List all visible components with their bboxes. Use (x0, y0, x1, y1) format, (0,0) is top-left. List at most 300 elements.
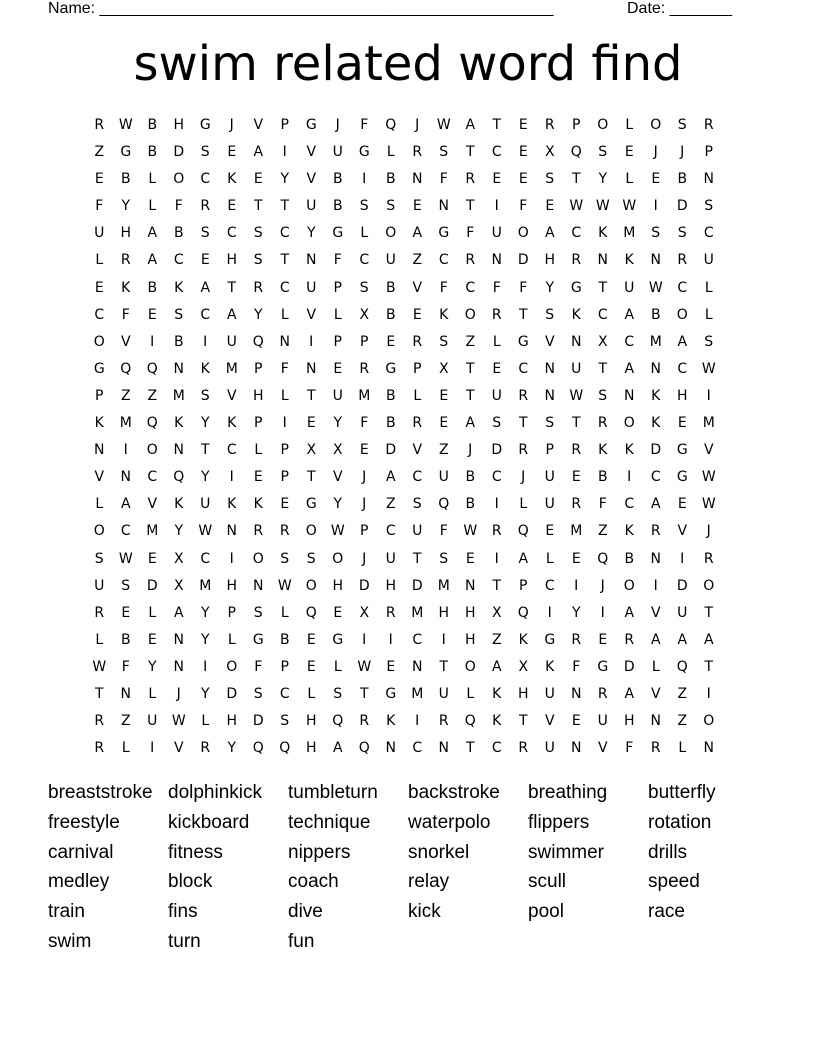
grid-letter: N (571, 333, 582, 350)
grid-letter: R (650, 523, 661, 540)
grid-letter: N (412, 658, 423, 675)
grid-letter: U (226, 333, 237, 350)
grid-letter: K (121, 279, 131, 296)
grid-letter: R (650, 740, 661, 757)
grid-letter: E (386, 333, 396, 350)
grid-letter: E (333, 604, 343, 621)
grid-letter: Q (385, 117, 397, 133)
word-list-item: breathing (528, 782, 608, 803)
grid-letter: X (544, 144, 555, 161)
grid-letter: T (704, 658, 714, 675)
grid-letter: W (701, 360, 716, 377)
grid-letter: I (653, 198, 658, 215)
grid-letter: E (412, 198, 422, 215)
grid-letter: L (651, 658, 660, 675)
grid-letter: M (172, 387, 185, 404)
grid-letter: C (200, 171, 211, 188)
grid-letter: T (439, 658, 449, 675)
grid-letter: V (544, 713, 555, 730)
grid-letter: D (650, 442, 662, 459)
grid-letter: O (146, 442, 158, 459)
grid-letter: A (147, 225, 158, 242)
grid-letter: A (677, 631, 688, 648)
grid-letter: K (227, 496, 237, 513)
grid-letter: U (624, 279, 635, 296)
grid-letter: E (677, 415, 687, 432)
grid-letter: E (651, 171, 661, 188)
grid-letter: I (309, 333, 314, 350)
word-list-item: scull (528, 871, 567, 893)
grid-letter: H (676, 387, 688, 404)
grid-letter: I (203, 658, 208, 675)
word-list-item: freestyle (48, 811, 120, 833)
grid-letter: B (677, 171, 688, 188)
grid-letter: Y (545, 279, 555, 296)
grid-letter: O (703, 577, 715, 594)
grid-letter: P (280, 658, 289, 675)
word-list-item: dive (288, 901, 323, 923)
grid-letter: E (465, 550, 475, 567)
grid-letter: R (200, 740, 211, 757)
grid-letter: E (439, 387, 449, 404)
grid-letter: S (439, 550, 449, 567)
grid-letter: S (439, 333, 449, 350)
grid-letter: D (385, 442, 397, 459)
grid-letter: X (173, 577, 184, 594)
grid-letter: S (412, 496, 422, 513)
grid-letter: M (649, 333, 662, 350)
grid-letter: A (624, 685, 635, 702)
grid-letter: M (411, 685, 424, 702)
grid-letter: K (598, 225, 608, 242)
grid-letter: S (174, 306, 184, 323)
grid-letter: W (569, 387, 584, 404)
grid-letter: U (332, 144, 343, 161)
grid-letter: N (650, 252, 661, 269)
grid-letter: T (492, 577, 502, 594)
word-list-item: technique (288, 811, 371, 833)
grid-letter: M (199, 577, 212, 594)
word-list-item: race (648, 901, 685, 923)
grid-letter: C (438, 252, 449, 269)
grid-letter: T (571, 171, 581, 188)
grid-row (86, 195, 722, 222)
grid-letter: D (252, 713, 264, 730)
grid-letter: J (362, 496, 367, 513)
grid-letter: W (569, 198, 584, 215)
grid-letter: K (598, 442, 608, 459)
grid-row (86, 331, 722, 358)
grid-letter: K (174, 279, 184, 296)
grid-letter: M (358, 387, 371, 404)
grid-letter: M (146, 523, 159, 540)
grid-letter: L (201, 713, 210, 730)
grid-letter: F (254, 658, 263, 675)
word-list-item: relay (408, 871, 450, 893)
grid-letter: N (438, 740, 449, 757)
grid-letter: R (703, 550, 714, 567)
grid-letter: C (226, 225, 237, 242)
grid-letter: J (600, 577, 605, 594)
grid-letter: P (333, 279, 342, 296)
grid-letter: E (492, 171, 502, 188)
grid-letter: P (227, 604, 236, 621)
grid-letter: U (332, 387, 343, 404)
grid-letter: R (200, 198, 211, 215)
grid-letter: E (492, 360, 502, 377)
grid-letter: U (306, 198, 317, 215)
grid-letter: D (623, 658, 635, 675)
grid-letter: I (150, 333, 155, 350)
grid-letter: X (306, 442, 317, 459)
grid-letter: I (362, 631, 367, 648)
grid-letter: S (306, 550, 316, 567)
grid-letter: R (465, 171, 476, 188)
grid-letter: H (385, 577, 397, 594)
grid-letter: K (651, 415, 661, 432)
grid-letter: T (518, 415, 528, 432)
grid-letter: T (227, 279, 237, 296)
grid-letter: Q (146, 360, 158, 377)
grid-letter: D (358, 577, 370, 594)
grid-letter: A (677, 333, 688, 350)
grid-letter: V (650, 604, 661, 621)
grid-letter: E (571, 713, 581, 730)
grid-row (86, 168, 722, 195)
grid-letter: E (147, 631, 157, 648)
grid-letter: H (464, 631, 476, 648)
grid-letter: N (650, 713, 661, 730)
grid-letter: T (306, 387, 316, 404)
grid-letter: D (411, 577, 423, 594)
grid-letter: V (544, 333, 555, 350)
grid-letter: E (306, 658, 316, 675)
grid-letter: H (517, 685, 529, 702)
grid-letter: H (226, 252, 238, 269)
letter-grid (86, 114, 722, 764)
grid-letter: N (703, 171, 714, 188)
grid-letter: T (306, 469, 316, 486)
grid-letter: H (252, 387, 264, 404)
grid-letter: X (597, 333, 608, 350)
grid-letter: F (360, 117, 369, 133)
grid-letter: O (703, 713, 715, 730)
grid-letter: I (123, 442, 128, 459)
grid-letter: N (385, 740, 396, 757)
grid-letter: C (359, 252, 370, 269)
word-list-item: breaststroke (48, 782, 153, 803)
grid-letter: T (518, 713, 528, 730)
grid-letter: P (254, 415, 263, 432)
grid-letter: R (491, 306, 502, 323)
grid-letter: K (545, 658, 555, 675)
grid-letter: N (412, 171, 423, 188)
grid-letter: T (518, 306, 528, 323)
grid-letter: G (305, 496, 317, 513)
grid-letter: H (623, 713, 635, 730)
grid-letter: C (597, 306, 608, 323)
word-list-item: train (48, 901, 85, 923)
grid-letter: N (173, 658, 184, 675)
grid-letter: R (491, 523, 502, 540)
grid-letter: G (385, 360, 397, 377)
grid-letter: L (148, 171, 157, 188)
grid-letter: N (120, 685, 131, 702)
grid-letter: A (624, 360, 635, 377)
grid-letter: R (412, 144, 423, 161)
grid-letter: V (226, 387, 237, 404)
grid-letter: G (676, 442, 688, 459)
grid-letter: R (94, 713, 105, 730)
word-list-item: kick (408, 901, 441, 923)
grid-letter: O (252, 550, 264, 567)
grid-letter: H (226, 713, 238, 730)
grid-letter: D (173, 144, 185, 161)
grid-letter: E (571, 469, 581, 486)
grid-letter: F (598, 496, 607, 513)
grid-letter: A (332, 740, 343, 757)
grid-letter: W (198, 523, 213, 540)
word-list-item: flippers (528, 811, 590, 833)
grid-letter: Z (412, 252, 423, 269)
grid-letter: C (491, 144, 502, 161)
grid-letter: U (412, 523, 423, 540)
word-list (48, 780, 788, 959)
grid-letter: Y (200, 631, 210, 648)
grid-letter: I (362, 171, 367, 188)
grid-letter: L (148, 604, 157, 621)
grid-letter: B (120, 171, 131, 188)
grid-letter: G (358, 144, 370, 161)
grid-letter: V (677, 523, 688, 540)
grid-letter: F (439, 279, 448, 296)
grid-row (86, 412, 722, 439)
grid-letter: T (253, 198, 263, 215)
grid-letter: G (385, 685, 397, 702)
grid-letter: U (544, 740, 555, 757)
grid-letter: Y (227, 740, 237, 757)
grid-letter: V (412, 279, 423, 296)
grid-letter: D (146, 577, 158, 594)
grid-letter: T (465, 198, 475, 215)
grid-letter: C (491, 740, 502, 757)
grid-letter: E (253, 469, 263, 486)
word-list-item: fun (288, 930, 315, 952)
grid-letter: K (624, 442, 634, 459)
grid-letter: D (676, 198, 688, 215)
grid-letter: Q (305, 604, 317, 621)
grid-letter: F (519, 279, 528, 296)
grid-letter: I (653, 577, 658, 594)
grid-letter: S (545, 415, 555, 432)
grid-letter: N (173, 631, 184, 648)
grid-letter: W (622, 198, 637, 215)
grid-letter: U (94, 577, 105, 594)
grid-letter: S (359, 279, 369, 296)
grid-letter: K (174, 496, 184, 513)
grid-letter: R (518, 442, 529, 459)
grid-letter: E (121, 604, 131, 621)
grid-letter: E (412, 306, 422, 323)
grid-letter: B (173, 225, 184, 242)
grid-letter: Y (121, 198, 131, 215)
grid-letter: E (386, 658, 396, 675)
grid-letter: Y (598, 171, 608, 188)
grid-letter: J (521, 469, 526, 486)
grid-letter: H (120, 225, 132, 242)
grid-letter: V (253, 117, 264, 133)
grid-letter: A (650, 631, 661, 648)
grid-letter: L (360, 225, 369, 242)
grid-letter: S (704, 333, 714, 350)
grid-letter: E (518, 117, 528, 133)
grid-letter: U (677, 604, 688, 621)
grid-letter: S (200, 387, 210, 404)
grid-letter: N (650, 360, 661, 377)
grid-letter: N (571, 685, 582, 702)
grid-letter: H (305, 740, 317, 757)
grid-letter: T (598, 279, 608, 296)
grid-letter: E (306, 415, 316, 432)
grid-letter: O (226, 658, 238, 675)
word-list-item: tumbleturn (288, 782, 378, 803)
grid-letter: H (438, 604, 450, 621)
grid-letter: K (571, 306, 581, 323)
grid-letter: W (92, 658, 107, 675)
grid-letter: L (466, 685, 475, 702)
grid-letter: U (438, 469, 449, 486)
grid-letter: R (120, 252, 131, 269)
grid-letter: A (624, 604, 635, 621)
grid-letter: C (200, 550, 211, 567)
grid-row (86, 114, 722, 141)
grid-letter: L (254, 442, 263, 459)
grid-letter: O (623, 415, 635, 432)
grid-letter: S (200, 144, 210, 161)
grid-letter: K (492, 713, 502, 730)
grid-letter: B (147, 144, 158, 161)
word-list-item: waterpolo (408, 811, 491, 833)
grid-letter: E (306, 631, 316, 648)
grid-letter: Q (120, 360, 132, 377)
word-list-item: butterfly (648, 782, 716, 803)
grid-letter: S (200, 225, 210, 242)
grid-letter: Y (333, 496, 343, 513)
grid-letter: C (650, 469, 661, 486)
grid-letter: E (227, 198, 237, 215)
grid-letter: K (439, 306, 449, 323)
grid-letter: Y (174, 523, 184, 540)
grid-letter: J (229, 117, 234, 133)
grid-row (86, 737, 722, 764)
grid-letter: V (703, 442, 714, 459)
grid-letter: O (676, 306, 688, 323)
grid-letter: Y (147, 658, 157, 675)
grid-letter: H (173, 117, 185, 133)
grid-letter: U (147, 713, 158, 730)
grid-letter: H (305, 713, 317, 730)
word-list-item: snorkel (408, 841, 470, 863)
grid-letter: V (332, 469, 343, 486)
grid-letter: I (706, 685, 711, 702)
grid-letter: R (94, 117, 105, 133)
grid-letter: S (545, 306, 555, 323)
grid-letter: Y (200, 685, 210, 702)
grid-letter: P (360, 333, 369, 350)
grid-letter: N (94, 442, 105, 459)
grid-letter: R (544, 117, 555, 133)
grid-letter: Q (570, 144, 582, 161)
grid-letter: G (120, 144, 132, 161)
grid-letter: F (572, 658, 581, 675)
grid-letter: N (306, 252, 317, 269)
grid-letter: D (676, 577, 688, 594)
grid-letter: J (468, 442, 473, 459)
grid-letter: U (385, 550, 396, 567)
grid-letter: P (95, 387, 104, 404)
grid-letter: S (333, 685, 343, 702)
grid-letter: F (121, 306, 130, 323)
grid-letter: S (704, 198, 714, 215)
word-list-item: coach (288, 871, 339, 893)
grid-letter: Q (252, 333, 264, 350)
grid-letter: C (465, 279, 476, 296)
grid-letter: A (200, 279, 211, 296)
grid-letter: W (118, 117, 133, 133)
grid-letter: N (491, 252, 502, 269)
grid-letter: I (547, 604, 552, 621)
grid-letter: V (597, 740, 608, 757)
grid-letter: I (388, 631, 393, 648)
grid-letter: T (465, 387, 475, 404)
grid-letter: U (306, 279, 317, 296)
grid-letter: G (570, 279, 582, 296)
grid-letter: X (359, 306, 370, 323)
grid-letter: N (597, 252, 608, 269)
grid-letter: Y (280, 171, 290, 188)
grid-row (86, 249, 722, 276)
grid-letter: U (94, 225, 105, 242)
grid-letter: G (305, 117, 317, 133)
grid-letter: O (650, 117, 662, 133)
grid-letter: K (227, 415, 237, 432)
grid-letter: Z (438, 442, 449, 459)
grid-letter: Q (676, 658, 688, 675)
grid-letter: N (571, 740, 582, 757)
grid-letter: G (199, 117, 211, 133)
grid-letter: Y (200, 604, 210, 621)
grid-letter: S (359, 198, 369, 215)
grid-letter: C (279, 279, 290, 296)
word-list-item: swimmer (528, 841, 604, 863)
grid-letter: C (279, 225, 290, 242)
word-list-item: speed (648, 871, 700, 893)
grid-letter: S (651, 225, 661, 242)
grid-letter: X (332, 442, 343, 459)
grid-letter: N (544, 360, 555, 377)
grid-letter: K (200, 360, 210, 377)
grid-letter: H (544, 252, 556, 269)
grid-letter: R (703, 117, 714, 133)
word-list-item: dolphinkick (168, 782, 262, 803)
grid-letter: T (465, 740, 475, 757)
grid-letter: O (305, 577, 317, 594)
grid-letter: P (360, 523, 369, 540)
grid-letter: F (519, 198, 528, 215)
grid-letter: T (571, 415, 581, 432)
grid-letter: Q (252, 740, 264, 757)
name-field-label: Name: ___________________________________________________ (48, 0, 554, 17)
